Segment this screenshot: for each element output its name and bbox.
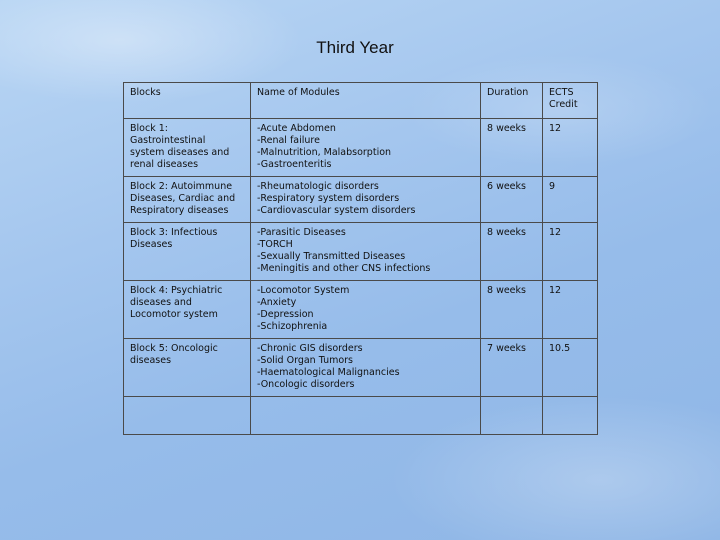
page-title: Third Year: [316, 38, 394, 57]
table-row: [124, 177, 598, 223]
table-header-row: [124, 83, 598, 119]
duration-cell: 8 weeks: [481, 223, 543, 281]
duration-cell: 8 weeks: [481, 281, 543, 339]
table-row: [124, 339, 598, 397]
table-row-empty: [124, 397, 598, 435]
duration-cell: 6 weeks: [481, 177, 543, 223]
credit-cell: [543, 397, 598, 435]
credit-cell: 12: [543, 223, 598, 281]
table-row: [124, 281, 598, 339]
duration-cell: [481, 397, 543, 435]
modules-cell: -Locomotor System -Anxiety -Depression -Schizophrenia: [251, 281, 481, 339]
duration-cell: 7 weeks: [481, 339, 543, 397]
modules-cell: [251, 397, 481, 435]
modules-cell: -Acute Abdomen -Renal failure -Malnutrition, Malabsorption -Gastroenteritis: [251, 119, 481, 177]
credit-cell: 10.5: [543, 339, 598, 397]
block-cell: Block 5: Oncologic diseases: [124, 339, 251, 397]
header-ects-credit: ECTS Credit: [543, 83, 598, 119]
modules-cell: -Chronic GIS disorders -Solid Organ Tumors -Haematological Malignancies -Oncologic disorders: [251, 339, 481, 397]
table-row: [124, 223, 598, 281]
modules-cell: -Rheumatologic disorders -Respiratory system disorders -Cardiovascular system disorders: [251, 177, 481, 223]
block-cell: Block 1: Gastrointestinal system diseases and renal diseases: [124, 119, 251, 177]
block-cell: [124, 397, 251, 435]
modules-cell: -Parasitic Diseases -TORCH -Sexually Transmitted Diseases -Meningitis and other CNS infections: [251, 223, 481, 281]
header-duration: Duration: [481, 83, 543, 119]
block-cell: Block 2: Autoimmune Diseases, Cardiac and Respiratory diseases: [124, 177, 251, 223]
credit-cell: 12: [543, 119, 598, 177]
block-cell: Block 4: Psychiatric diseases and Locomotor system: [124, 281, 251, 339]
duration-cell: 8 weeks: [481, 119, 543, 177]
credit-cell: 12: [543, 281, 598, 339]
block-cell: Block 3: Infectious Diseases: [124, 223, 251, 281]
header-name-of-modules: Name of Modules: [251, 83, 481, 119]
credit-cell: 9: [543, 177, 598, 223]
header-blocks: Blocks: [124, 83, 251, 119]
modules-table: [123, 82, 598, 435]
table-row: [124, 119, 598, 177]
